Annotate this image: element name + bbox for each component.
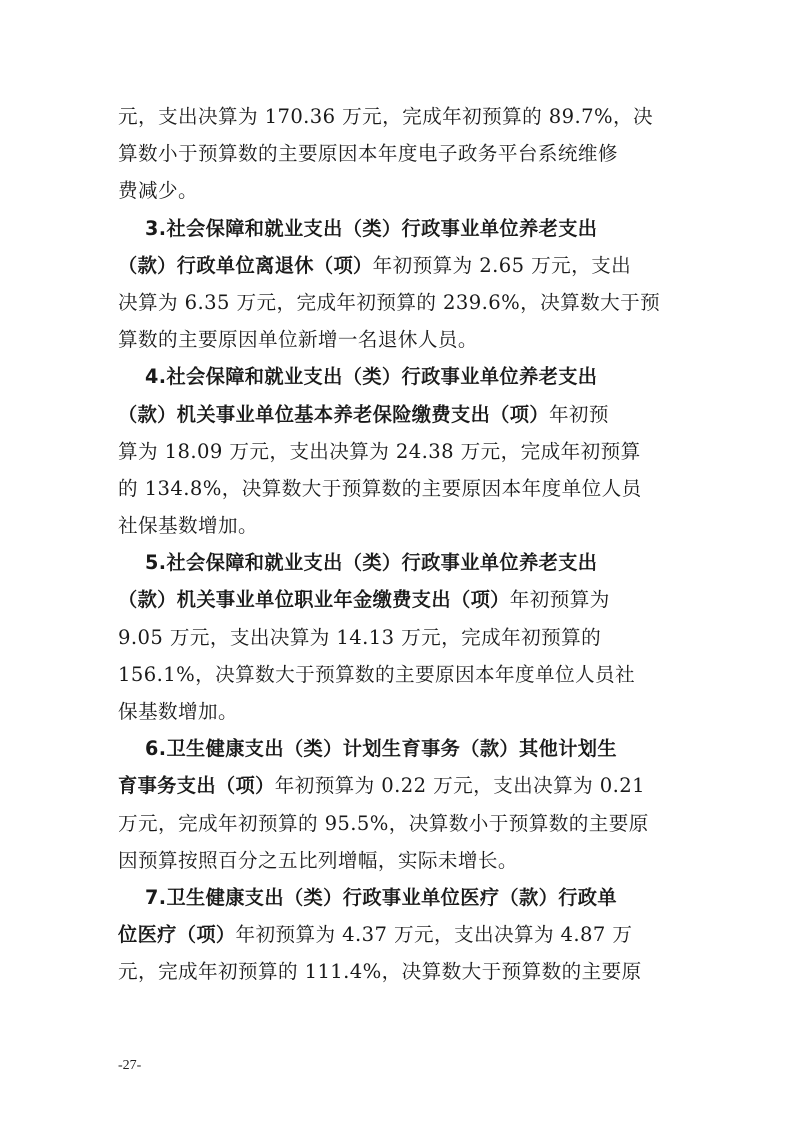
line-text: 因预算按照百分之五比列增幅，实际未增长。	[118, 848, 518, 872]
document-body	[118, 98, 666, 991]
text-line	[118, 842, 666, 879]
section-heading-line	[118, 210, 666, 247]
line-bold-text: 3.社会保障和就业支出（类）行政事业单位养老支出	[145, 216, 598, 240]
line-bold-text: 育事务支出（项）	[118, 774, 275, 798]
line-text: 社保基数增加。	[118, 514, 258, 538]
line-text: 年初预算为 4.37 万元，支出决算为 4.87 万	[235, 923, 633, 947]
line-bold-text: 位医疗（项）	[118, 923, 236, 947]
text-line	[118, 953, 666, 990]
text-line	[118, 247, 666, 284]
line-bold-text: 7.卫生健康支出（类）行政事业单位医疗（款）行政单	[145, 885, 617, 909]
line-text: 9.05 万元，支出决算为 14.13 万元，完成年初预算的	[118, 625, 602, 649]
line-text: 万元，完成年初预算的 95.5%，决算数小于预算数的主要原	[118, 811, 649, 835]
line-text: 决算为 6.35 万元，完成年初预算的 239.6%，决算数大于预	[118, 290, 661, 314]
line-bold-text: （款）机关事业单位基本养老保险缴费支出（项）	[118, 402, 549, 426]
line-text: 保基数增加。	[118, 700, 238, 723]
line-text: 年初预算为	[509, 588, 610, 612]
text-line	[118, 433, 666, 470]
text-line	[118, 805, 666, 842]
text-line	[118, 693, 666, 730]
line-text: 年初预	[548, 402, 609, 426]
page-number: -27-	[118, 1058, 142, 1073]
text-line	[118, 581, 666, 618]
text-line	[118, 470, 666, 507]
text-line	[118, 767, 666, 804]
line-bold-text: （款）机关事业单位职业年金缴费支出（项）	[118, 588, 510, 612]
line-bold-text: 4.社会保障和就业支出（类）行政事业单位养老支出	[145, 365, 598, 389]
line-text: 元，支出决算为 170.36 万元，完成年初预算的 89.7%，决	[118, 105, 653, 128]
line-bold-text: 6.卫生健康支出（类）计划生育事务（款）其他计划生	[145, 737, 617, 761]
text-line	[118, 135, 666, 172]
line-text: 算数小于预算数的主要原因本年度电子政务平台系统维修	[118, 142, 618, 166]
line-text: 年初预算为 2.65 万元，支出	[372, 253, 632, 277]
text-line	[118, 619, 666, 656]
line-text: 费减少。	[118, 179, 198, 203]
text-line	[118, 98, 666, 135]
text-line	[118, 396, 666, 433]
text-line	[118, 916, 666, 953]
line-text: 算为 18.09 万元，支出决算为 24.38 万元，完成年初预算	[118, 439, 641, 463]
section-heading-line	[118, 879, 666, 916]
line-text: 的 134.8%，决算数大于预算数的主要原因本年度单位人员	[118, 476, 642, 500]
line-bold-text: （款）行政单位离退休（项）	[118, 253, 373, 277]
line-text: 算数的主要原因单位新增一名退休人员。	[118, 328, 478, 352]
text-line	[118, 656, 666, 693]
text-line	[118, 507, 666, 544]
text-line	[118, 284, 666, 321]
section-heading-line	[118, 730, 666, 767]
line-text: 元，完成年初预算的 111.4%，决算数大于预算数的主要原	[118, 960, 642, 984]
section-heading-line	[118, 358, 666, 395]
text-line	[118, 172, 666, 209]
section-heading-line	[118, 544, 666, 581]
text-line	[118, 321, 666, 358]
line-bold-text: 5.社会保障和就业支出（类）行政事业单位养老支出	[145, 551, 598, 575]
line-text: 年初预算为 0.22 万元，支出决算为 0.21	[274, 774, 645, 798]
line-text: 156.1%，决算数大于预算数的主要原因本年度单位人员社	[118, 662, 635, 686]
